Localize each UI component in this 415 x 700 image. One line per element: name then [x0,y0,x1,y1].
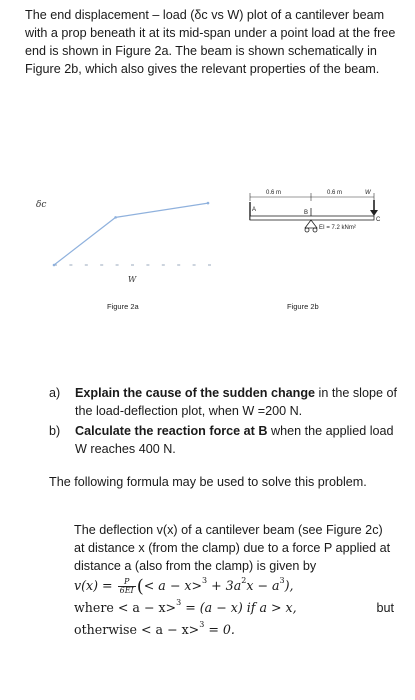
fraction-numerator: P [118,578,136,587]
data-point [53,264,56,267]
formula-otherwise-line [74,621,394,641]
fraction-denominator: 6EI [119,586,134,595]
question-emphasis: Explain the cause of the sudden change [75,386,316,400]
formula-tail: ), [284,578,294,593]
figure-2a-plot [30,185,220,285]
figure-2b-beam [244,188,386,250]
formula-otherwise-rhs: = 0. [204,622,235,637]
x-axis-label: W [128,275,137,284]
formula-fraction [118,578,136,595]
question-text: when the applied load W reaches 400 N. [75,424,394,456]
formula-otherwise: otherwise < a − x> [74,622,200,637]
question-emphasis: Calculate the reaction force at B [75,424,268,438]
roller-right [313,228,317,232]
question-a [49,384,399,420]
figure-2a-caption: Figure 2a [107,302,139,311]
load-label: W [365,190,371,196]
formula-equation: v(x) = $\frac{P}{6EI}$ (< $a - x>^3 + 3a^2x - a^3$), [74,576,294,597]
formula-term3: x − a [246,578,280,593]
formula-otherwise-exp: 3 [199,620,205,629]
formula-but: but [376,601,394,615]
question-label: a) [49,386,61,400]
formula-where: where < a − x> [74,600,177,615]
beam [250,216,374,220]
formula-intro: The following formula may be used to solve this problem. [49,475,367,489]
formula-term2: + 3a [207,578,242,593]
intro-paragraph: The end displacement – load (δc vs W) plot of a cantilever beam with a prop beneath it at its mid-span under a point load at the free end is shown in Figure 2a. The beam is shown schematically in Figure 2b, which also gives the relevant properties of the beam. [25,8,396,76]
dim-right-label: 0.6 m [327,190,343,196]
questions-list [49,384,399,460]
formula-where-rhs: = (a − x) if a > x, [181,600,297,615]
series-points [53,202,210,267]
prop-support-icon [305,220,317,228]
roller-left [305,228,309,232]
y-axis-label: δc [36,200,47,210]
label-c: C [376,217,381,223]
formula-where-line [74,599,394,619]
question-label: b) [49,424,61,438]
label-b: B [304,210,309,216]
series-line [54,203,208,265]
dim-left-label: 0.6 m [266,190,282,196]
formula-exp2: 2 [241,576,247,585]
formula-description: The deflection v(x) of a cantilever beam (see Figure 2c) at distance x (from the clamp) due to a force P applied at distance a (also from the clamp) is given by [74,523,391,573]
formula-exp1: 3 [202,576,208,585]
question-b [49,422,399,458]
label-a: A [252,207,257,213]
question-text: in the slope of the load-deflection plot, when W =200 N. [75,386,397,418]
formula-block [74,521,394,641]
load-arrow-head [370,210,378,216]
figure-2b-caption: Figure 2b [287,302,319,311]
formula-exp3: 3 [279,576,285,585]
formula-term1: < a − x> [143,578,203,593]
data-point [114,216,117,219]
data-point [207,202,210,205]
formula-where-exp: 3 [176,598,182,607]
formula-lhs: v(x) = [74,578,113,593]
ei-label: EI = 7.2 kNm² [319,225,356,231]
